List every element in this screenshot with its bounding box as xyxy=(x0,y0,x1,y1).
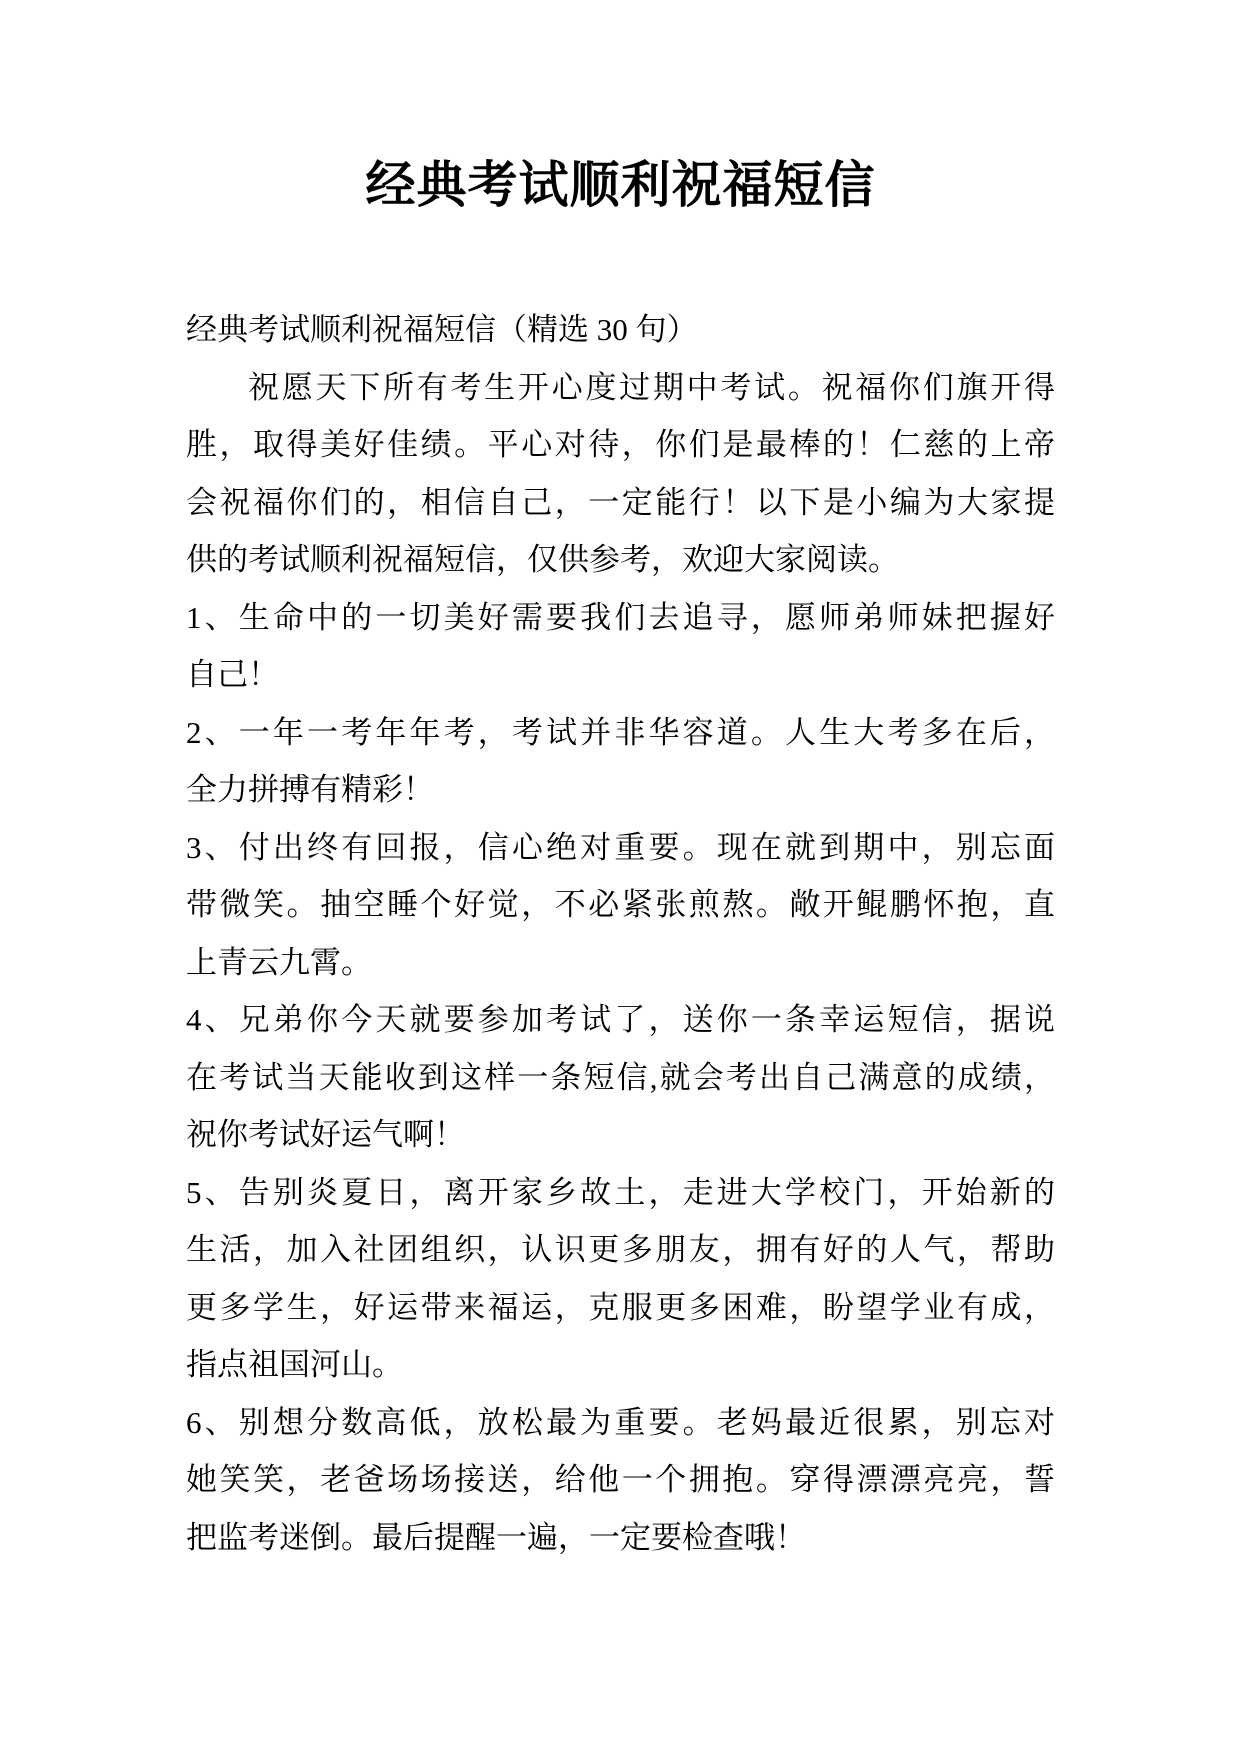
paragraph xyxy=(186,704,1055,819)
paragraph xyxy=(186,1164,1055,1394)
document-title: 经典考试顺利祝福短信 xyxy=(365,157,876,213)
paragraph xyxy=(186,1394,1055,1567)
text-line: 会祝福你们的，相信自己，一定能行！以下是小编为大家提 xyxy=(186,484,1055,520)
text-line: 4、兄弟你今天就要参加考试了，送你一条幸运短信，据说 xyxy=(186,1002,1055,1037)
paragraph xyxy=(186,991,1055,1164)
paragraph xyxy=(186,301,1055,359)
text-line: 更多学生，好运带来福运，克服更多困难，盼望学业有成， xyxy=(186,1289,1055,1325)
paragraph xyxy=(186,819,1055,992)
paragraph xyxy=(186,589,1055,704)
text-line: 6、别想分数高低，放松最为重要。老妈最近很累，别忘对 xyxy=(186,1404,1055,1440)
text-line: 她笑笑，老爸场场接送，给他一个拥抱。穿得漂漂亮亮，誓 xyxy=(186,1462,1055,1497)
text-line: 带微笑。抽空睡个好觉，不必紧张煎熬。敞开鲲鹏怀抱，直 xyxy=(186,887,1055,922)
text-line: 胜，取得美好佳绩。平心对待，你们是最棒的！仁慈的上帝 xyxy=(186,427,1055,462)
text-line: 指点祖国河山。 xyxy=(186,1347,403,1382)
text-line: 祝愿天下所有考生开心度过期中考试。祝福你们旗开得 xyxy=(248,369,1055,405)
text-line: 在考试当天能收到这样一条短信,就会考出自己满意的成绩， xyxy=(186,1059,1055,1095)
text-line: 5、告别炎夏日，离开家乡故土，走进大学校门，开始新的 xyxy=(186,1174,1055,1210)
text-line: 全力拼搏有精彩！ xyxy=(186,772,434,807)
text-line: 把监考迷倒。最后提醒一遍，一定要检查哦！ xyxy=(186,1519,806,1555)
text-line: 祝你考试好运气啊！ xyxy=(186,1117,465,1152)
text-line: 经典考试顺利祝福短信（精选 30 句） xyxy=(186,312,698,347)
document-body xyxy=(186,218,1055,1566)
text-line: 供的考试顺利祝福短信，仅供参考，欢迎大家阅读。 xyxy=(186,542,899,577)
text-line: 自己！ xyxy=(186,657,279,692)
text-line: 生活，加入社团组织，认识更多朋友，拥有好的人气，帮助 xyxy=(186,1232,1055,1267)
text-line: 3、付出终有回报，信心绝对重要。现在就到期中，别忘面 xyxy=(186,829,1055,865)
text-line: 2、一年一考年年考，考试并非华容道。人生大考多在后， xyxy=(186,714,1055,750)
paragraph xyxy=(186,359,1055,589)
text-line: 上青云九霄。 xyxy=(186,944,372,980)
text-line: 1、生命中的一切美好需要我们去追寻，愿师弟师妹把握好 xyxy=(186,599,1055,635)
